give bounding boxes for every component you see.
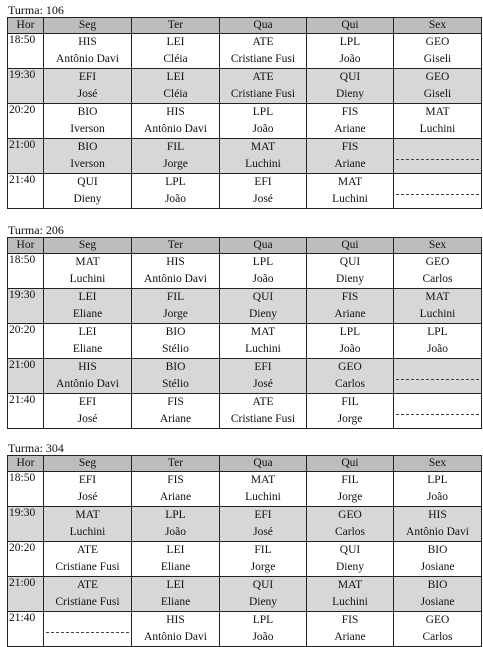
- teacher: Luchini: [245, 343, 281, 355]
- class-cell: [307, 139, 394, 174]
- teacher: Ariane: [334, 308, 366, 320]
- teacher: Dieny: [73, 193, 102, 205]
- teacher: Josiane: [420, 596, 455, 608]
- subject: LPL: [252, 614, 274, 626]
- subject: FIL: [166, 291, 185, 303]
- class-cell: [44, 359, 132, 394]
- teacher: Cristiane Fusi: [55, 596, 120, 608]
- subject: MAT: [337, 579, 363, 591]
- class-cell: [132, 542, 220, 577]
- subject: MAT: [337, 176, 363, 188]
- empty-slot: [394, 359, 482, 394]
- subject: FIL: [341, 396, 359, 408]
- subject: LPL: [339, 326, 361, 338]
- class-cell: [132, 139, 220, 174]
- class-cell: [307, 472, 394, 507]
- subject: LEI: [78, 291, 97, 303]
- class-cell: [44, 542, 132, 577]
- class-cell: [44, 174, 132, 209]
- header-row: [8, 238, 482, 254]
- subject: MAT: [75, 256, 100, 268]
- class-cell: [220, 472, 307, 507]
- class-cell: [307, 104, 394, 139]
- class-cell: [307, 612, 394, 647]
- teacher: Stélio: [162, 343, 189, 355]
- subject: FIS: [341, 614, 359, 626]
- teacher: Giseli: [423, 88, 452, 100]
- subject: LPL: [165, 509, 186, 521]
- teacher: Antônio Davi: [56, 53, 119, 65]
- class-cell: [132, 174, 220, 209]
- class-cell: [307, 542, 394, 577]
- class-cell: [307, 69, 394, 104]
- subject: QUI: [339, 544, 361, 556]
- schedule-block-206: [7, 223, 482, 429]
- class-cell: [220, 612, 307, 647]
- teacher: Cristiane Fusi: [230, 413, 296, 425]
- teacher: João: [164, 526, 187, 538]
- subject: ATE: [76, 544, 99, 556]
- class-cell: [132, 324, 220, 359]
- teacher: Cristiane Fusi: [230, 53, 296, 65]
- time-cell: 19:30: [8, 289, 44, 324]
- header-qui: Qui: [307, 238, 394, 254]
- header-qui: Qui: [307, 18, 394, 34]
- teacher: João: [426, 491, 449, 503]
- header-qui: Qui: [307, 456, 394, 472]
- class-cell: [44, 104, 132, 139]
- empty-slot: [394, 174, 482, 209]
- subject: HIS: [166, 106, 185, 118]
- subject: MAT: [250, 326, 276, 338]
- subject: LPL: [339, 36, 361, 48]
- teacher: Jorge: [163, 308, 188, 320]
- empty-slot-line: [396, 379, 479, 380]
- schedule-table: [7, 455, 482, 647]
- table-row: [8, 324, 482, 359]
- class-cell: [44, 139, 132, 174]
- teacher: João: [339, 343, 361, 355]
- header-sex: Sex: [394, 456, 482, 472]
- teacher: Cléia: [163, 88, 188, 100]
- table-row: [8, 577, 482, 612]
- teacher: João: [164, 193, 187, 205]
- subject: FIL: [254, 544, 272, 556]
- subject: LPL: [252, 256, 274, 268]
- empty-slot-line: [396, 414, 479, 415]
- class-cell: [220, 394, 307, 429]
- subject: FIS: [167, 474, 184, 486]
- subject: QUI: [77, 176, 98, 188]
- teacher: Eliane: [72, 343, 103, 355]
- time-cell: 21:40: [8, 612, 44, 647]
- teacher: Luchini: [245, 158, 281, 170]
- class-cell: [307, 324, 394, 359]
- time-cell: 21:00: [8, 139, 44, 174]
- header-sex: Sex: [394, 238, 482, 254]
- time-cell: 18:50: [8, 472, 44, 507]
- class-cell: [220, 289, 307, 324]
- teacher: Antônio Davi: [144, 631, 207, 643]
- teacher: Dieny: [335, 561, 365, 573]
- teacher: João: [426, 343, 449, 355]
- teacher: Luchini: [332, 193, 368, 205]
- subject: FIL: [341, 474, 359, 486]
- subject: HIS: [428, 509, 447, 521]
- teacher: Luchini: [332, 596, 368, 608]
- teacher: Cléia: [163, 53, 188, 65]
- teacher: Eliane: [160, 561, 191, 573]
- header-row: [8, 456, 482, 472]
- teacher: Iverson: [70, 158, 105, 170]
- teacher: João: [339, 53, 361, 65]
- teacher: Luchini: [245, 491, 281, 503]
- teacher: Cristiane Fusi: [230, 88, 296, 100]
- subject: HIS: [166, 256, 185, 268]
- teacher: Luchini: [419, 308, 456, 320]
- header-ter: Ter: [132, 238, 220, 254]
- header-ter: Ter: [132, 456, 220, 472]
- teacher: Ariane: [159, 491, 192, 503]
- header-qua: Qua: [220, 18, 307, 34]
- class-cell: [132, 34, 220, 69]
- time-cell: 21:40: [8, 394, 44, 429]
- teacher: Antônio Davi: [144, 273, 207, 285]
- class-cell: [394, 289, 482, 324]
- subject: EFI: [254, 509, 272, 521]
- teacher: Iverson: [70, 123, 105, 135]
- header-hor: Hor: [8, 238, 44, 254]
- class-cell: [132, 577, 220, 612]
- subject: LEI: [166, 544, 185, 556]
- subject: LPL: [165, 176, 186, 188]
- subject: FIS: [341, 141, 359, 153]
- subject: BIO: [427, 544, 448, 556]
- subject: EFI: [78, 474, 97, 486]
- time-cell: 19:30: [8, 507, 44, 542]
- empty-slot: [44, 612, 132, 647]
- table-row: [8, 472, 482, 507]
- teacher: Dieny: [335, 273, 365, 285]
- subject: MAT: [250, 474, 276, 486]
- teacher: Jorge: [337, 413, 363, 425]
- subject: MAT: [75, 509, 100, 521]
- teacher: Giseli: [423, 53, 452, 65]
- class-cell: [44, 254, 132, 289]
- block-title: Turma: 206: [8, 223, 64, 237]
- teacher: Antônio Davi: [56, 378, 119, 390]
- subject: GEO: [338, 509, 362, 521]
- empty-slot-line: [46, 632, 129, 633]
- class-cell: [44, 472, 132, 507]
- header-seg: Seg: [44, 238, 132, 254]
- teacher: Dieny: [248, 308, 278, 320]
- time-cell: 20:20: [8, 104, 44, 139]
- class-cell: [394, 254, 482, 289]
- teacher: João: [252, 631, 274, 643]
- empty-slot: [394, 394, 482, 429]
- teacher: José: [77, 413, 98, 425]
- class-cell: [132, 394, 220, 429]
- class-cell: [307, 394, 394, 429]
- class-cell: [132, 254, 220, 289]
- subject: EFI: [254, 361, 272, 373]
- teacher: Carlos: [422, 273, 453, 285]
- class-cell: [394, 577, 482, 612]
- class-cell: [44, 394, 132, 429]
- class-cell: [44, 507, 132, 542]
- teacher: Carlos: [422, 631, 453, 643]
- teacher: Luchini: [69, 273, 106, 285]
- teacher: João: [252, 273, 274, 285]
- subject: MAT: [425, 106, 450, 118]
- teacher: Ariane: [159, 413, 192, 425]
- subject: ATE: [252, 396, 274, 408]
- subject: ATE: [76, 579, 99, 591]
- table-row: [8, 174, 482, 209]
- class-cell: [307, 174, 394, 209]
- subject: HIS: [78, 36, 97, 48]
- subject: QUI: [339, 256, 361, 268]
- class-cell: [44, 34, 132, 69]
- header-qua: Qua: [220, 238, 307, 254]
- table-row: [8, 612, 482, 647]
- teacher: Ariane: [334, 631, 366, 643]
- teacher: Ariane: [334, 158, 366, 170]
- time-cell: 20:20: [8, 542, 44, 577]
- table-row: [8, 69, 482, 104]
- subject: GEO: [425, 614, 450, 626]
- class-cell: [394, 324, 482, 359]
- subject: GEO: [425, 256, 450, 268]
- time-cell: 21:00: [8, 577, 44, 612]
- table-row: [8, 394, 482, 429]
- class-cell: [220, 34, 307, 69]
- teacher: José: [253, 378, 273, 390]
- header-qua: Qua: [220, 456, 307, 472]
- teacher: Luchini: [69, 526, 106, 538]
- class-cell: [220, 359, 307, 394]
- class-cell: [307, 289, 394, 324]
- teacher: Stélio: [162, 378, 189, 390]
- class-cell: [132, 104, 220, 139]
- class-cell: [394, 472, 482, 507]
- table-row: [8, 542, 482, 577]
- table-row: [8, 34, 482, 69]
- teacher: João: [252, 123, 274, 135]
- subject: FIS: [341, 106, 359, 118]
- class-cell: [44, 69, 132, 104]
- subject: QUI: [252, 291, 274, 303]
- subject: HIS: [166, 614, 185, 626]
- block-title: Turma: 106: [8, 3, 64, 17]
- table-row: [8, 359, 482, 394]
- class-cell: [44, 324, 132, 359]
- table-row: [8, 289, 482, 324]
- subject: BIO: [77, 141, 98, 153]
- teacher: Luchini: [419, 123, 456, 135]
- class-cell: [394, 104, 482, 139]
- teacher: Jorge: [337, 491, 363, 503]
- subject: LEI: [166, 579, 185, 591]
- subject: EFI: [78, 396, 97, 408]
- class-cell: [44, 577, 132, 612]
- subject: LPL: [427, 474, 448, 486]
- class-cell: [220, 542, 307, 577]
- class-cell: [132, 359, 220, 394]
- class-cell: [220, 139, 307, 174]
- class-cell: [394, 507, 482, 542]
- teacher: Antônio Davi: [406, 526, 469, 538]
- schedule-block-304: [7, 441, 482, 647]
- teacher: Carlos: [334, 526, 366, 538]
- header-seg: Seg: [44, 456, 132, 472]
- class-cell: [220, 69, 307, 104]
- header-hor: Hor: [8, 456, 44, 472]
- time-cell: 21:00: [8, 359, 44, 394]
- subject: GEO: [425, 71, 450, 83]
- schedule-table: [7, 237, 482, 429]
- subject: BIO: [165, 361, 186, 373]
- header-hor: Hor: [8, 18, 44, 34]
- empty-slot-line: [396, 159, 479, 160]
- subject: BIO: [165, 326, 186, 338]
- class-cell: [394, 69, 482, 104]
- subject: FIS: [167, 396, 184, 408]
- teacher: Dieny: [335, 88, 365, 100]
- class-cell: [132, 472, 220, 507]
- class-cell: [132, 289, 220, 324]
- class-cell: [307, 577, 394, 612]
- class-cell: [220, 577, 307, 612]
- subject: LEI: [78, 326, 97, 338]
- header-seg: Seg: [44, 18, 132, 34]
- class-cell: [307, 254, 394, 289]
- subject: EFI: [78, 71, 97, 83]
- header-sex: Sex: [394, 18, 482, 34]
- class-cell: [220, 507, 307, 542]
- teacher: Carlos: [334, 378, 366, 390]
- class-cell: [132, 69, 220, 104]
- table-row: [8, 104, 482, 139]
- class-cell: [307, 507, 394, 542]
- class-cell: [220, 174, 307, 209]
- teacher: José: [77, 88, 98, 100]
- header-ter: Ter: [132, 18, 220, 34]
- time-cell: 19:30: [8, 69, 44, 104]
- teacher: José: [77, 491, 98, 503]
- schedule-block-106: [7, 3, 482, 209]
- subject: BIO: [427, 579, 448, 591]
- class-cell: [394, 542, 482, 577]
- class-cell: [394, 34, 482, 69]
- subject: GEO: [338, 361, 362, 373]
- schedule-table: [7, 17, 482, 209]
- subject: EFI: [254, 176, 272, 188]
- teacher: Cristiane Fusi: [55, 561, 120, 573]
- teacher: Eliane: [72, 308, 103, 320]
- subject: QUI: [252, 579, 274, 591]
- subject: LEI: [166, 71, 185, 83]
- time-cell: 18:50: [8, 34, 44, 69]
- teacher: Antônio Davi: [144, 123, 207, 135]
- subject: BIO: [77, 106, 98, 118]
- teacher: Eliane: [160, 596, 191, 608]
- class-cell: [220, 254, 307, 289]
- subject: HIS: [78, 361, 97, 373]
- subject: LPL: [252, 106, 274, 118]
- subject: LPL: [427, 326, 448, 338]
- subject: FIS: [341, 291, 359, 303]
- class-cell: [132, 507, 220, 542]
- teacher: Josiane: [420, 561, 455, 573]
- teacher: Jorge: [250, 561, 276, 573]
- teacher: José: [253, 526, 273, 538]
- empty-slot-line: [396, 194, 479, 195]
- class-cell: [132, 612, 220, 647]
- empty-slot: [394, 139, 482, 174]
- time-cell: 20:20: [8, 324, 44, 359]
- subject: ATE: [252, 71, 274, 83]
- class-cell: [307, 34, 394, 69]
- table-row: [8, 507, 482, 542]
- class-cell: [220, 104, 307, 139]
- subject: ATE: [252, 36, 274, 48]
- table-row: [8, 254, 482, 289]
- time-cell: 21:40: [8, 174, 44, 209]
- table-row: [8, 139, 482, 174]
- subject: GEO: [425, 36, 450, 48]
- teacher: Ariane: [334, 123, 366, 135]
- class-cell: [220, 324, 307, 359]
- subject: FIL: [166, 141, 185, 153]
- teacher: Dieny: [248, 596, 278, 608]
- class-cell: [44, 289, 132, 324]
- class-cell: [394, 612, 482, 647]
- subject: LEI: [166, 36, 185, 48]
- teacher: José: [253, 193, 273, 205]
- class-cell: [307, 359, 394, 394]
- block-title: Turma: 304: [8, 441, 64, 455]
- subject: MAT: [250, 141, 276, 153]
- subject: MAT: [425, 291, 450, 303]
- teacher: Jorge: [163, 158, 188, 170]
- subject: QUI: [339, 71, 361, 83]
- time-cell: 18:50: [8, 254, 44, 289]
- header-row: [8, 18, 482, 34]
